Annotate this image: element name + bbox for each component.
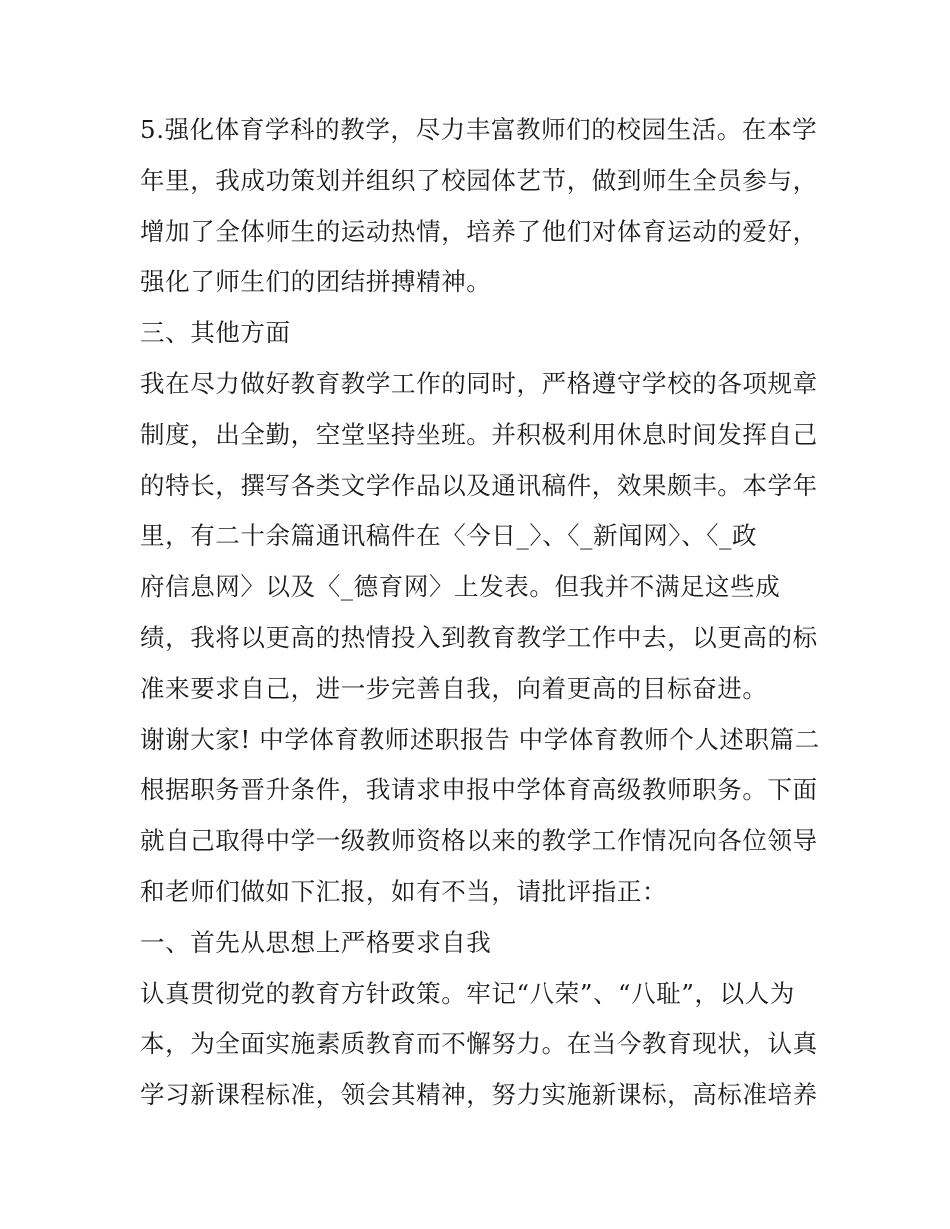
paragraph-line: 认真贯彻党的教育方针政策。牢记“八荣”、“八耻”，以人为 — [140, 978, 795, 1008]
section-heading: 三、其他方面 — [140, 318, 291, 348]
paragraph-line: 绩，我将以更高的热情投入到教育教学工作中去，以更高的标 — [140, 622, 818, 652]
section-heading: 一、首先从思想上严格要求自我 — [140, 927, 492, 957]
paragraph-line: 本，为全面实施素质教育而不懈努力。在当今教育现状，认真 — [140, 1029, 818, 1059]
paragraph-line: 年里，我成功策划并组织了校园体艺节，做到师生全员参与， — [140, 165, 818, 195]
paragraph-line: 5.强化体育学科的教学，尽力丰富教师们的校园生活。在本学 — [140, 115, 818, 144]
paragraph-line: 的特长，撰写各类文学作品以及通讯稿件，效果颇丰。本学年 — [140, 470, 818, 500]
paragraph-line: 学习新课程标准，领会其精神，努力实施新课标，高标准培养 — [140, 1080, 818, 1110]
paragraph-line: 就自己取得中学一级教师资格以来的教学工作情况向各位领导 — [140, 826, 818, 856]
paragraph-line: 增加了全体师生的运动热情，培养了他们对体育运动的爱好， — [140, 216, 818, 246]
paragraph-line: 我在尽力做好教育教学工作的同时，严格遵守学校的各项规章 — [140, 368, 818, 398]
document-body — [140, 105, 820, 1121]
paragraph-line: 谢谢大家! 中学体育教师述职报告 中学体育教师个人述职篇二 — [140, 724, 820, 754]
paragraph-line: 根据职务晋升条件，我请求申报中学体育高级教师职务。下面 — [140, 775, 818, 805]
paragraph-line: 准来要求自己，进一步完善自我，向着更高的目标奋进。 — [140, 673, 768, 703]
paragraph-line: 强化了师生们的团结拼搏精神。 — [140, 267, 492, 297]
paragraph-line: 府信息网〉以及〈_德育网〉上发表。但我并不满足这些成 — [140, 572, 781, 602]
paragraph-line: 制度，出全勤，空堂坚持坐班。并积极利用休息时间发挥自己 — [140, 419, 818, 449]
paragraph-line: 里，有二十余篇通讯稿件在〈今日_〉、〈_新闻网〉、〈_政 — [140, 521, 758, 551]
paragraph-line: 和老师们做如下汇报，如有不当，请批评指正： — [140, 876, 668, 906]
